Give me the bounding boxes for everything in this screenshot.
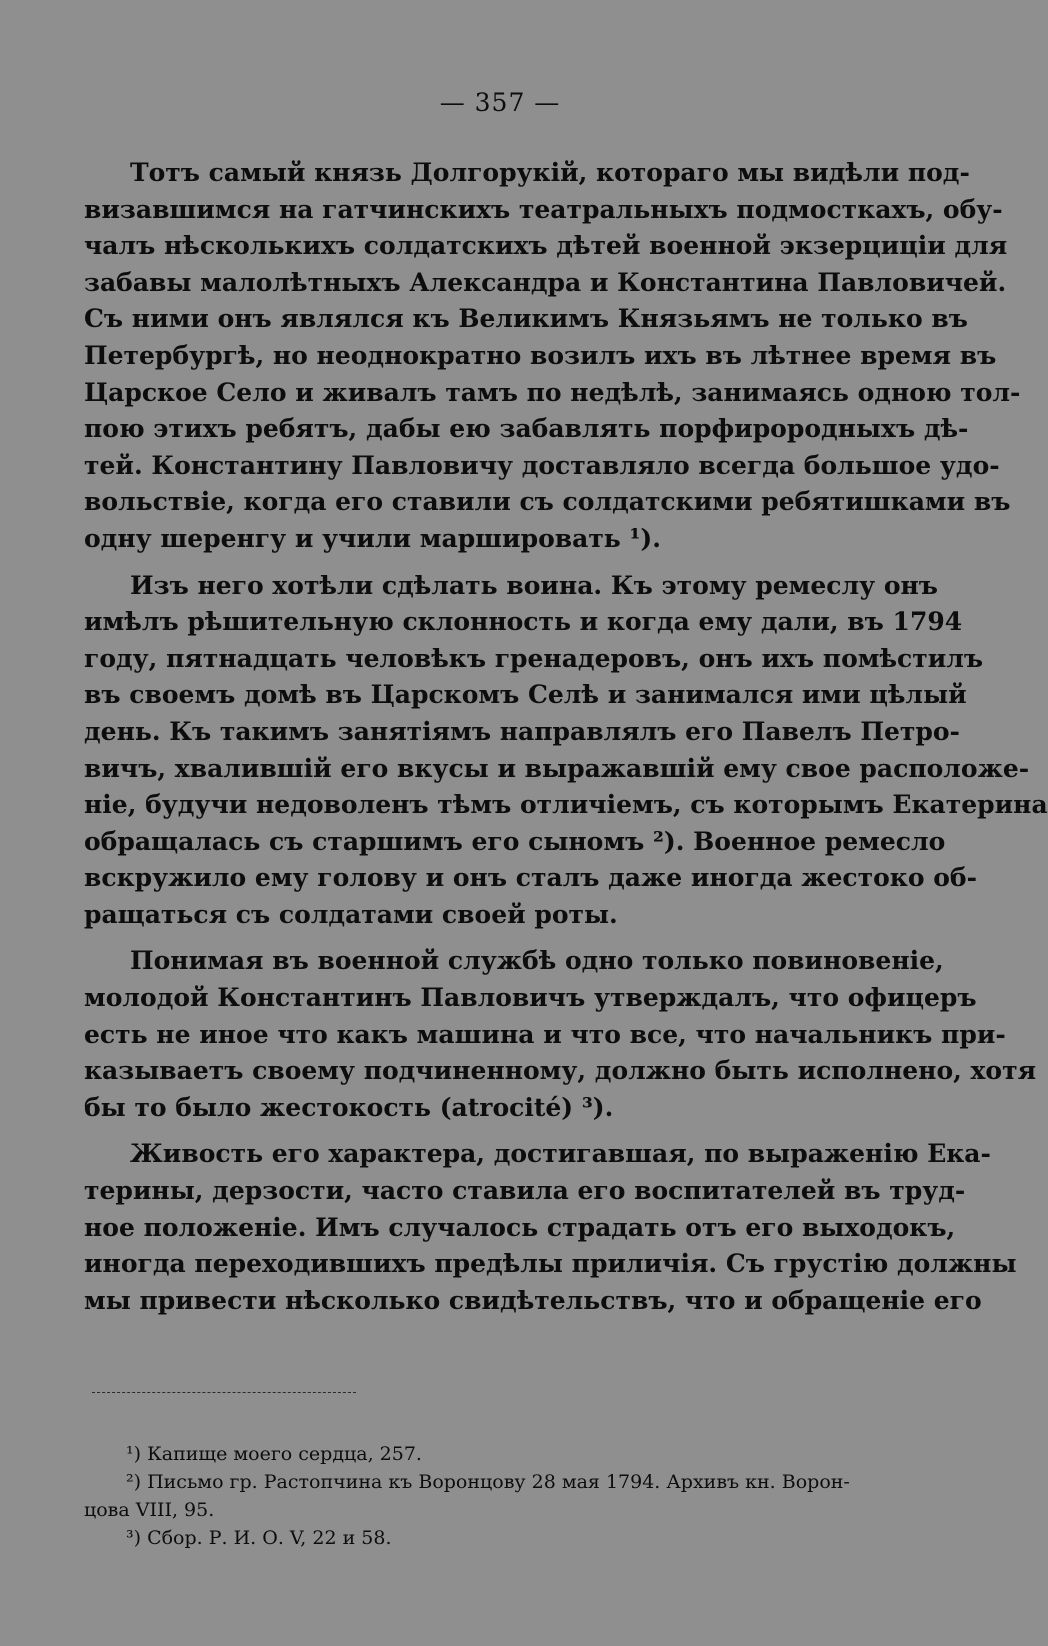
footnote-1: ¹) Капище моего сердца, 257.: [126, 1443, 422, 1465]
text-line: день. Къ такимъ занятіямъ направлялъ его Павелъ Петро-: [84, 716, 960, 746]
text-line: обращалась съ старшимъ его сыномъ ²). Военное ремесло: [84, 826, 946, 856]
text-line: терины, дерзости, часто ставила его воспитателей въ труд-: [84, 1176, 966, 1206]
paragraph-3: [84, 943, 1037, 1126]
footnote-2: ²) Письмо гр. Растопчина къ Воронцову 28 мая 1794. Архивъ кн. Ворон-: [126, 1471, 850, 1493]
text-line: казываетъ своему подчиненному, должно быть исполнено, хотя: [84, 1056, 1037, 1086]
text-line: ращаться съ солдатами своей роты.: [84, 899, 618, 929]
footnotes: [84, 1440, 904, 1552]
text-line: ное положеніе. Имъ случалось страдать отъ его выходокъ,: [84, 1212, 956, 1242]
text-line: Живость его характера, достигавшая, по выраженію Ека-: [130, 1139, 991, 1169]
text-line: тей. Константину Павловичу доставляло всегда большое удо-: [84, 450, 1000, 480]
text-line: Тотъ самый князь Долгорукій, котораго мы видѣли под-: [130, 158, 970, 187]
text-line: чалъ нѣсколькихъ солдатскихъ дѣтей военной экзерциціи для: [84, 231, 1008, 261]
text-line: въ своемъ домѣ въ Царскомъ Селѣ и занимался ими цѣлый: [84, 680, 967, 710]
paragraph-4: [84, 1136, 1017, 1319]
text-line: пою этихъ ребятъ, дабы ею забавлять порфирородныхъ дѣ-: [84, 414, 969, 444]
footnote-3: ³) Сбор. Р. И. О. V, 22 и 58.: [126, 1527, 392, 1549]
text-line: вичъ, хвалившій его вкусы и выражавшій ему свое расположе-: [84, 753, 1030, 783]
page-number: — 357 —: [439, 88, 561, 117]
footnote-separator: [92, 1392, 356, 1393]
footnote-2-continuation: цова VIII, 95.: [84, 1499, 215, 1521]
text-line: одну шеренгу и учили маршировать ¹).: [84, 523, 661, 553]
paragraph-1: [84, 155, 1021, 558]
text-line: Петербургѣ, но неоднократно возилъ ихъ въ лѣтнее время въ: [84, 340, 997, 370]
text-line: иногда переходившихъ предѣлы приличія. Съ грустію должны: [84, 1249, 1017, 1279]
text-line: визавшимся на гатчинскихъ театральныхъ подмосткахъ, обу-: [84, 194, 1003, 224]
text-line: мы привести нѣсколько свидѣтельствъ, что и обращеніе его: [84, 1285, 982, 1315]
text-line: Царское Село и живалъ тамъ по недѣлѣ, занимаясь одною тол-: [84, 377, 1021, 407]
text-line: Изъ него хотѣли сдѣлать воина. Къ этому ремеслу онъ: [130, 570, 938, 600]
text-line: имѣлъ рѣшительную склонность и когда ему дали, въ 1794: [84, 607, 963, 637]
text-line: молодой Константинъ Павловичъ утверждалъ, что офицеръ: [84, 983, 977, 1013]
text-line: забавы малолѣтныхъ Александра и Константина Павловичей.: [84, 267, 1007, 297]
text-line: есть не иное что какъ машина и что все, что начальникъ при-: [84, 1019, 1006, 1049]
text-line: Съ ними онъ являлся къ Великимъ Князьямъ не только въ: [84, 304, 968, 334]
text-line: вскружило ему голову и онъ сталъ даже иногда жестоко об-: [84, 863, 977, 893]
text-line: вольствіе, когда его ставили съ солдатскими ребятишками въ: [84, 487, 1011, 517]
text-line: году, пятнадцать человѣкъ гренадеровъ, онъ ихъ помѣстилъ: [84, 643, 984, 673]
body-text: [84, 155, 1048, 1329]
text-line: Понимая въ военной службѣ одно только повиновеніе,: [130, 946, 944, 976]
text-line: бы то было жестокость (atrocité) ³).: [84, 1092, 614, 1122]
paragraph-2: [84, 568, 1048, 934]
text-line: ніе, будучи недоволенъ тѣмъ отличіемъ, съ которымъ Екатерина: [84, 790, 1048, 820]
